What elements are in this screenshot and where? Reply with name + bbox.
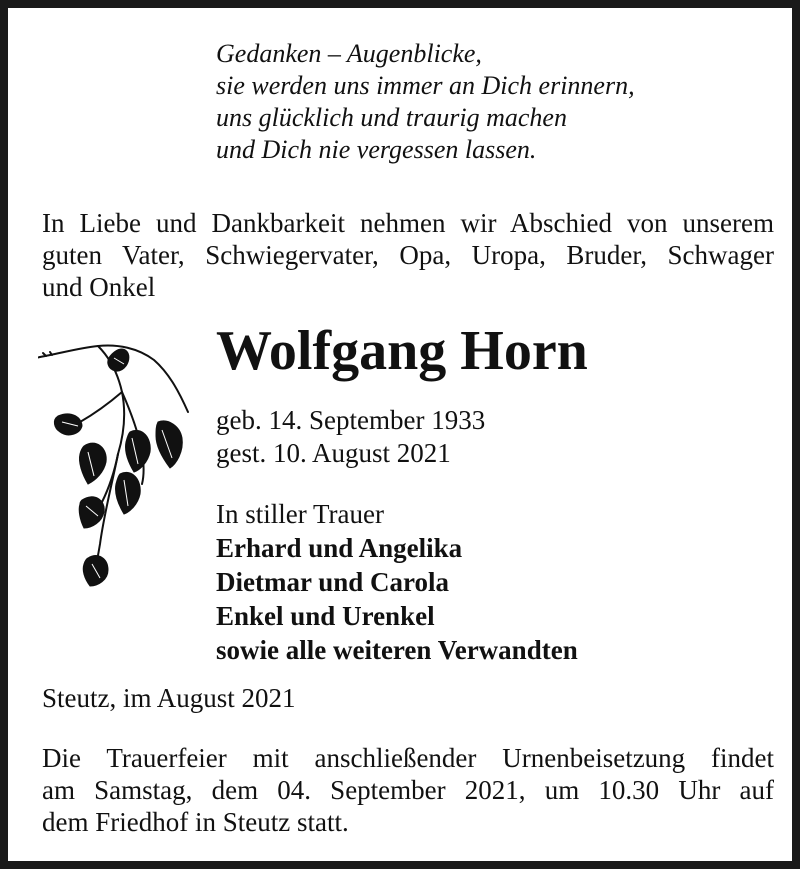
funeral-notice [42,742,774,838]
life-dates [216,404,485,470]
mourning-heading: In stiller Trauer [216,499,384,529]
mourner-name: sowie alle weiteren Verwandten [216,635,578,665]
death-date: gest. 10. August 2021 [216,438,451,468]
farewell-line: und Onkel [42,272,156,302]
mourner-name: Enkel und Urenkel [216,601,435,631]
poem-line: und Dich nie vergessen lassen. [216,135,537,164]
poem-line: uns glücklich und traurig machen [216,103,567,132]
notice-line: Die Trauerfeier mit anschließender Urnenbeisetzung findet [42,743,774,773]
farewell-line: guten Vater, Schwiegervater, Opa, Uropa, Bruder, Schwager [42,240,774,270]
deceased-name: Wolfgang Horn [216,320,588,382]
memorial-poem [216,38,635,166]
birth-date: geb. 14. September 1933 [216,405,486,435]
place-and-date: Steutz, im August 2021 [42,683,296,713]
birch-branch-leaves-icon [38,334,208,594]
notice-line: dem Friedhof in Steutz statt. [42,807,349,837]
poem-line: sie werden uns immer an Dich erinnern, [216,71,635,100]
farewell-text [42,207,774,303]
notice-line: am Samstag, dem 04. September 2021, um 10.30 Uhr auf [42,775,774,805]
mourners-block [216,497,578,667]
mourner-name: Erhard und Angelika [216,533,463,563]
mourner-name: Dietmar und Carola [216,567,450,597]
farewell-line: In Liebe und Dankbarkeit nehmen wir Abschied von unserem [42,208,774,238]
poem-line: Gedanken – Augenblicke, [216,39,482,68]
